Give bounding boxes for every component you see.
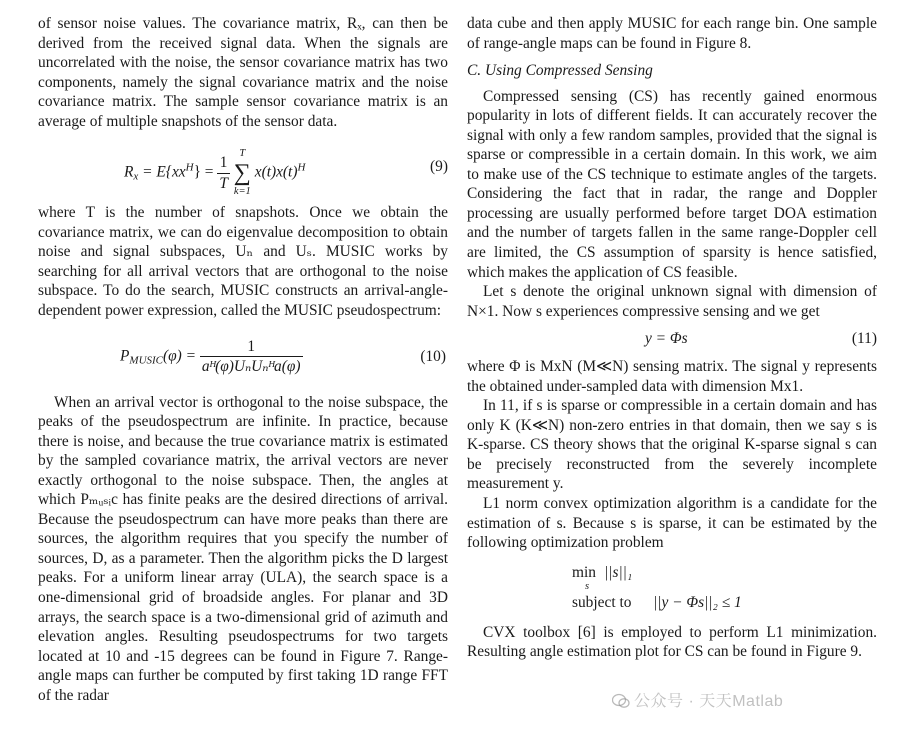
eq9-lhs-sub: x: [133, 170, 139, 183]
eq9-frac-num: 1: [217, 153, 230, 174]
eq9-mid: = E{xx: [142, 163, 186, 181]
eq9-mid-sup: H: [185, 161, 194, 174]
left-column: [38, 14, 448, 705]
eq10-frac-den: aᴴ(φ)UₙUₙᴴa(φ): [201, 358, 301, 376]
watermark: [612, 692, 783, 712]
eq9-sum-symbol: ∑: [233, 160, 251, 187]
eq9-rhs-sup: H: [297, 161, 306, 174]
equation-9: [38, 137, 448, 199]
eq10-lhs-arg: (φ) =: [163, 347, 197, 365]
eq10-frac-num: 1: [200, 337, 303, 358]
section-heading: C. Using Compressed Sensing: [467, 62, 653, 80]
opt-constraint: ||y − Φs||₂ ≤ 1: [653, 593, 742, 611]
wechat-icon: [612, 693, 630, 709]
opt-subject-to: subject to: [572, 593, 632, 611]
eq10-number: (10): [420, 347, 446, 365]
right-paragraph-6: L1 norm convex optimization algorithm is a candidate for the estimation of s. Because s is sparse, it can be estimated by the following optimization problem: [467, 495, 877, 552]
right-paragraph-7: CVX toolbox [6] is employed to perform L1 minimization. Resulting angle estimation plot for CS can be found in Figure 9.: [467, 623, 877, 661]
eq9-fraction: [217, 153, 230, 193]
equation-10: [38, 327, 448, 389]
right-paragraph-2: Compressed sensing (CS) has recently gained enormous popularity in lots of different fields. It can accurately recover the signal with only a few random samples, provided that the signal is sparse or compressible in a certain domain. In this work, we aim to make use of the CS technique to estimate angles of the targets. Considering the fact that in radar, the range and Doppler processing are usually performed before target DOA estimation and the number of targets fallen in the same range-Doppler cell are limited, the CS assumption of sparsity is hence satisfied, which makes the application of CS feasible.: [467, 87, 877, 281]
eq9-rhs: x(t)x(t): [254, 163, 298, 181]
opt-min: min: [572, 563, 596, 581]
eq9-mid-end: } =: [193, 163, 214, 181]
left-paragraph-2: where T is the number of snapshots. Once we obtain the covariance matrix, we can do eigenvalue decomposition to obtain noise and signal subspaces, Uₙ and Uₛ. MUSIC works by searching for all arrival vectors that are orthogonal to the noise subspace. To do the search, MUSIC constructs an arrival-angle-dependent power expression, called the MUSIC pseudospectrum:: [38, 204, 448, 320]
eq10-fraction: [200, 337, 303, 377]
right-paragraph-4: where Φ is MxN (M≪N) sensing matrix. The signal y represents the obtained under-sampled data with dimension Mx1.: [467, 358, 877, 395]
eq10-lhs: P: [120, 347, 130, 365]
left-paragraph-1: of sensor noise values. The covariance matrix, Rₓ, can then be derived from the received signal data. When the signals are uncorrelated with the noise, the sensor covariance matrix has two components, namely the signal covariance matrix and the noise covariance matrix. The sample sensor covariance matrix is an average of multiple snapshots of the sensor data.: [38, 15, 448, 130]
eq11-body: y = Φs: [645, 330, 688, 348]
eq9-frac-den: T: [219, 174, 228, 192]
eq9-number: (9): [430, 158, 448, 176]
eq9-sum-bottom: k=1: [233, 186, 251, 198]
right-paragraph-3: Let s denote the original unknown signal with dimension of N×1. Now s experiences compressive sensing and we get: [467, 283, 877, 320]
eq9-sum: [234, 147, 251, 199]
watermark-text: 公众号 · 天天Matlab: [634, 693, 784, 710]
right-paragraph-1: data cube and then apply MUSIC for each range bin. One sample of range-angle maps can be found in Figure 8.: [467, 15, 877, 52]
eq9-sum-top: T: [239, 148, 246, 160]
opt-objective: ||s||₁: [604, 563, 633, 581]
eq11-number: (11): [851, 330, 877, 348]
eq9-lhs: R: [124, 163, 134, 181]
right-column: [467, 14, 877, 662]
right-paragraph-5: In 11, if s is sparse or compressible in a certain domain and has only K (K≪N) non-zero entries in that domain, then we say s is K-sparse. CS theory shows that the original K-sparse signal s can be precisely reconstructed from the severely incomplete measurement y.: [467, 397, 877, 493]
opt-min-sub: s: [585, 580, 590, 592]
eq10-lhs-sub: MUSIC: [129, 354, 164, 367]
optimization-problem: [467, 557, 877, 619]
equation-11: [467, 323, 877, 355]
left-paragraph-3: When an arrival vector is orthogonal to the noise subspace, the peaks of the pseudospectrum are infinite. In practice, because there is noise, and because the true covariance matrix is estimated by the sampled covariance matrix, the arrival vectors are never exactly orthogonal to the noise subspace. Then, the angles at which Pₘᵤₛᵢc has finite peaks are the desired directions of arrival. Because the pseudospectrum can have more peaks than there are sources, the algorithm requires that you specify the number of sources, D, as a parameter. Then the algorithm picks the D largest peaks. For a uniform linear array (ULA), the search space is a one-dimensional grid of broadside angles. For planar and 3D arrays, the search space is a two-dimensional grid of azimuth and elevation angles. Resulting pseudospectrums for two targets located at 10 and -15 degrees can be found in Figure 7. Range-angle maps can further be computed by first taking 1D range FFT of the radar: [38, 393, 448, 704]
